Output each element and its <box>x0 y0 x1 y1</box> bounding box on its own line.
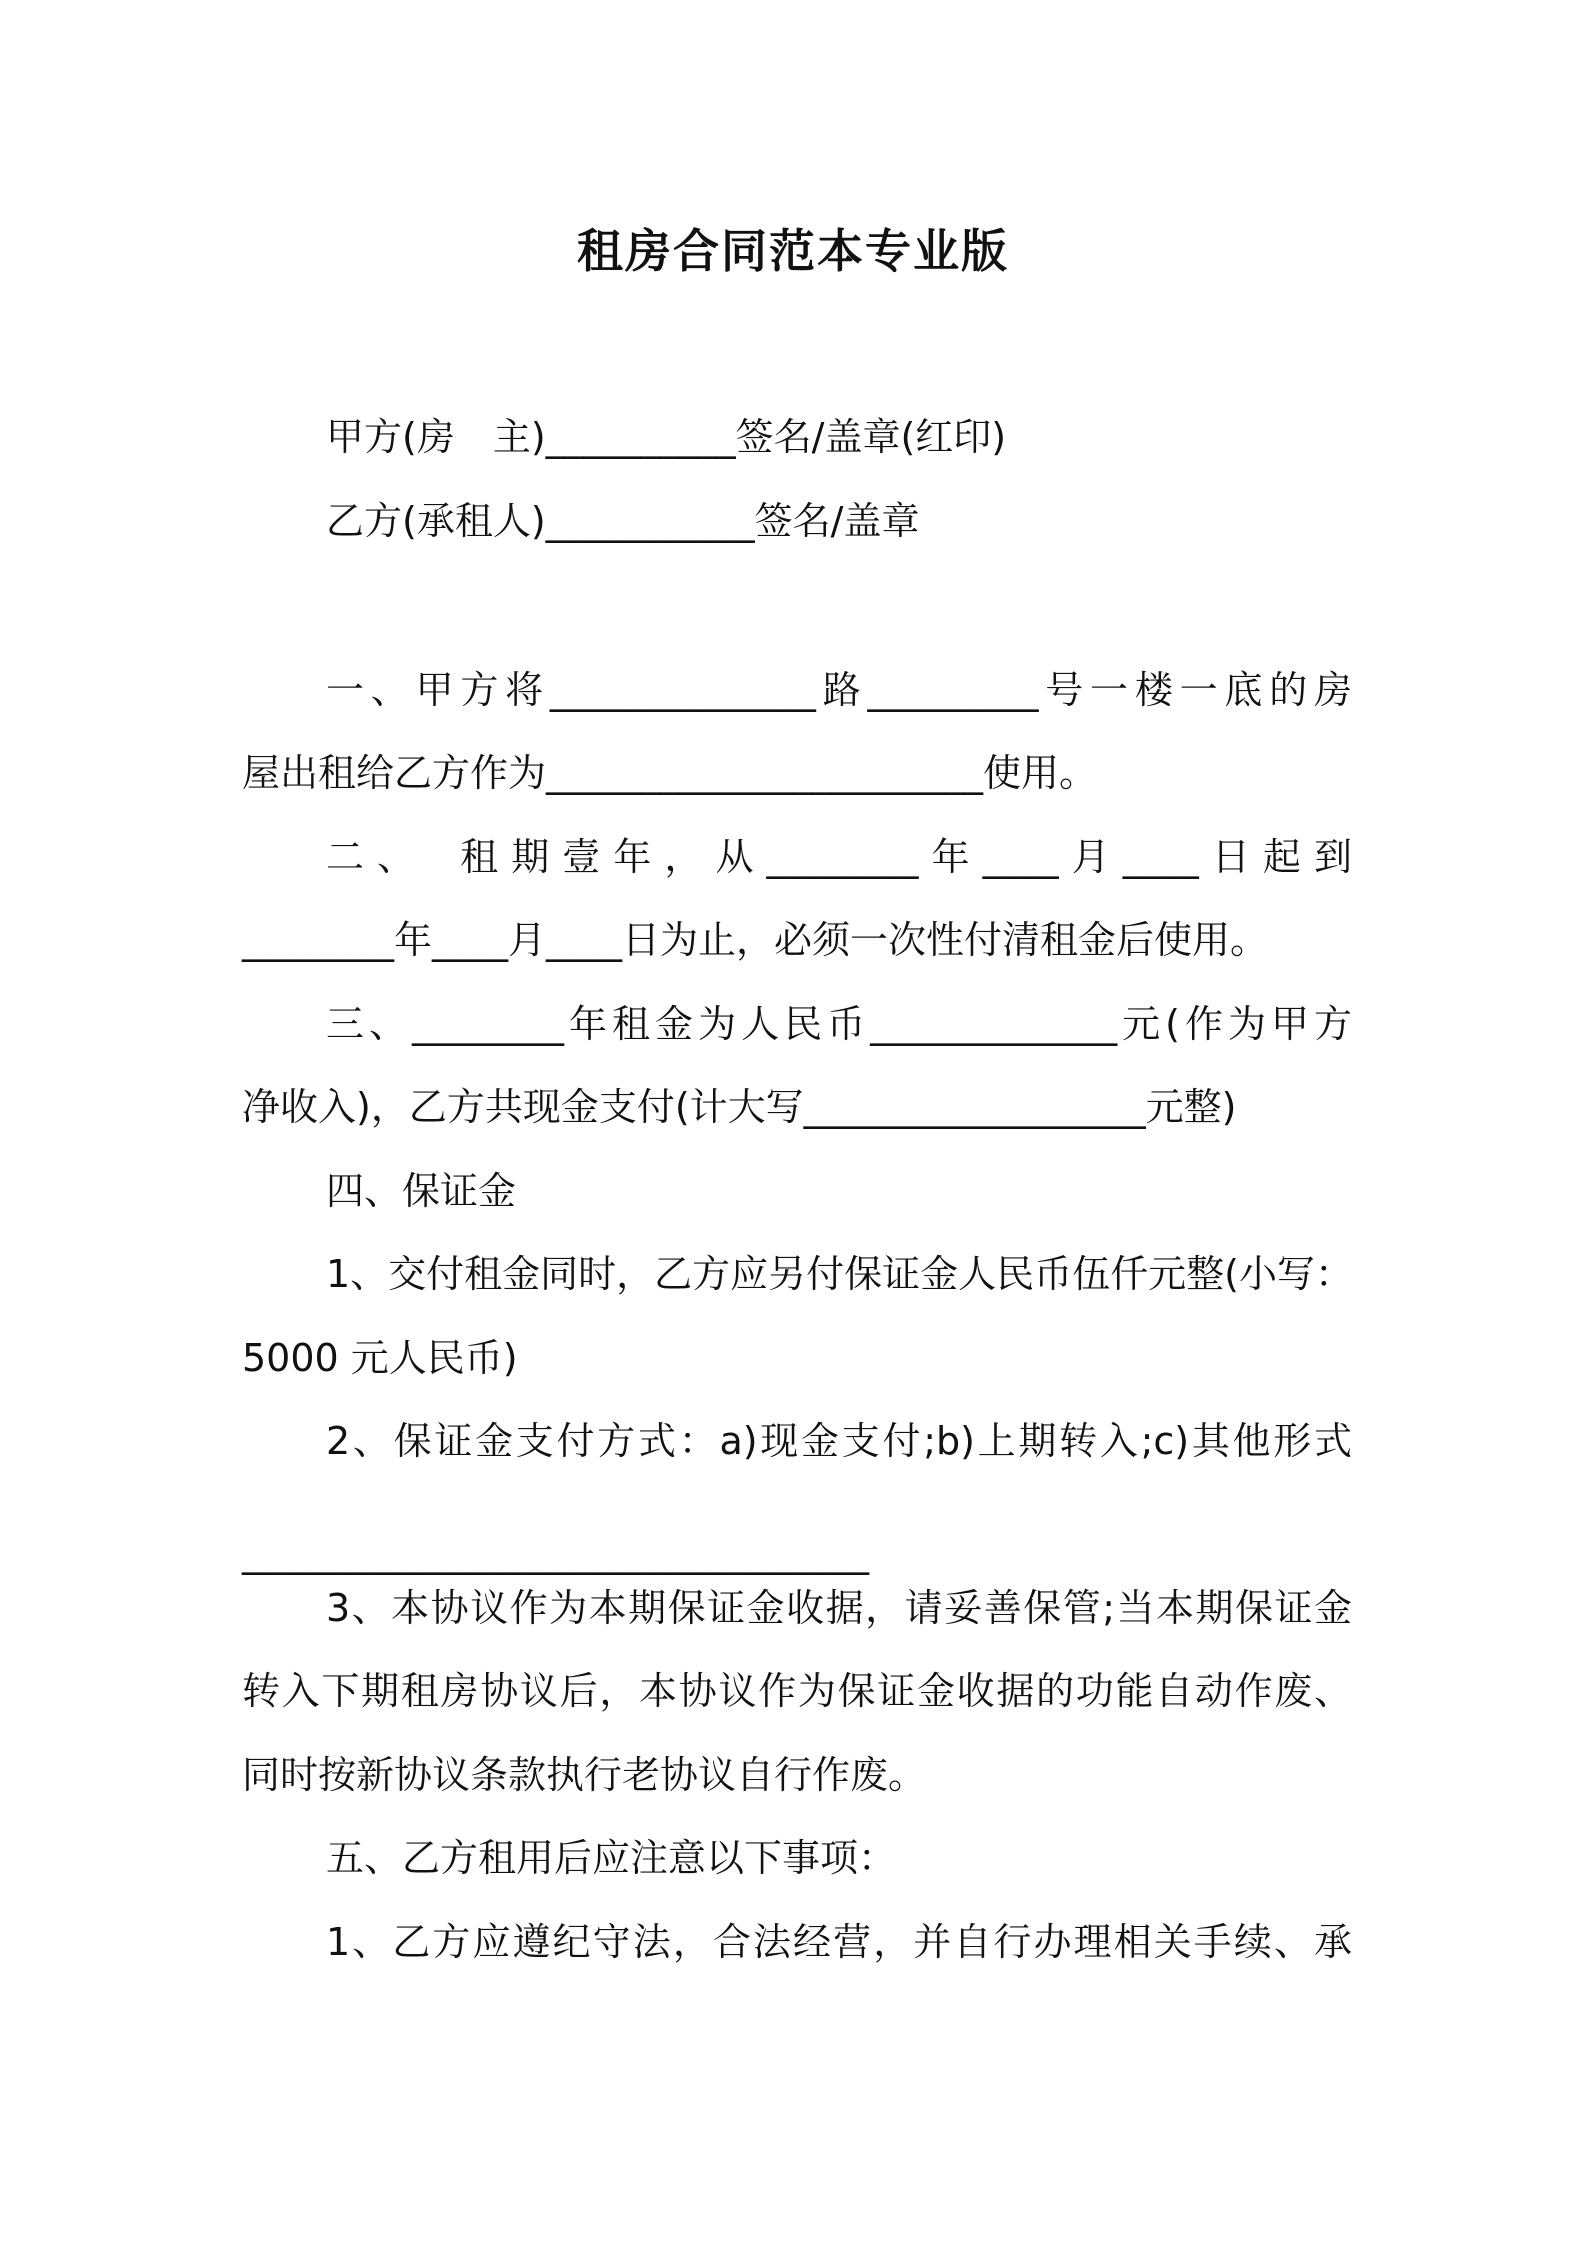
clause-1-line-2: 屋出租给乙方作为_______________________使用。 <box>242 751 1098 795</box>
clause-4-1-line-2: 5000 元人民币) <box>242 1336 518 1380</box>
clause-2-line-2: ________年____月____日为止，必须一次性付清租金后使用。 <box>242 918 1269 962</box>
clause-4-3-line-2: 转入下期租房协议后，本协议作为保证金收据的功能自动作废、 <box>242 1669 1352 1713</box>
party-a-line: 甲方(房 主)__________签名/盖章(红印) <box>326 415 1007 459</box>
clause-4-1-line-1: 1、交付租金同时，乙方应另付保证金人民币伍仟元整(小写： <box>326 1252 1354 1296</box>
clause-5-1-line-1: 1、乙方应遵纪守法，合法经营，并自行办理相关手续、承 <box>326 1920 1352 1964</box>
clause-2-line-1: 二、 租期壹年，从________年____月____日起到 <box>326 835 1352 879</box>
clause-3-line-1: 三、________年租金为人民币_____________元(作为甲方 <box>326 1002 1352 1046</box>
clause-4-heading: 四、保证金 <box>326 1169 517 1213</box>
clause-4-3-line-3: 同时按新协议条款执行老协议自行作废。 <box>242 1753 927 1797</box>
document-title: 租房合同范本专业版 <box>577 224 1009 278</box>
clause-4-2-line-1: 2、保证金支付方式：a)现金支付;b)上期转入;c)其他形式 <box>326 1419 1352 1463</box>
clause-4-3-line-1: 3、本协议作为本期保证金收据，请妥善保管;当本期保证金 <box>326 1586 1352 1630</box>
clause-5-heading: 五、乙方租用后应注意以下事项： <box>326 1836 897 1880</box>
clause-4-2-blank-line: _________________________________ <box>242 1531 869 1575</box>
clause-3-line-2: 净收入)，乙方共现金支付(计大写__________________元整) <box>242 1085 1237 1129</box>
clause-1-line-1: 一、甲方将______________路_________号一楼一底的房 <box>326 668 1352 712</box>
party-b-line: 乙方(承租人)___________签名/盖章 <box>326 499 920 543</box>
